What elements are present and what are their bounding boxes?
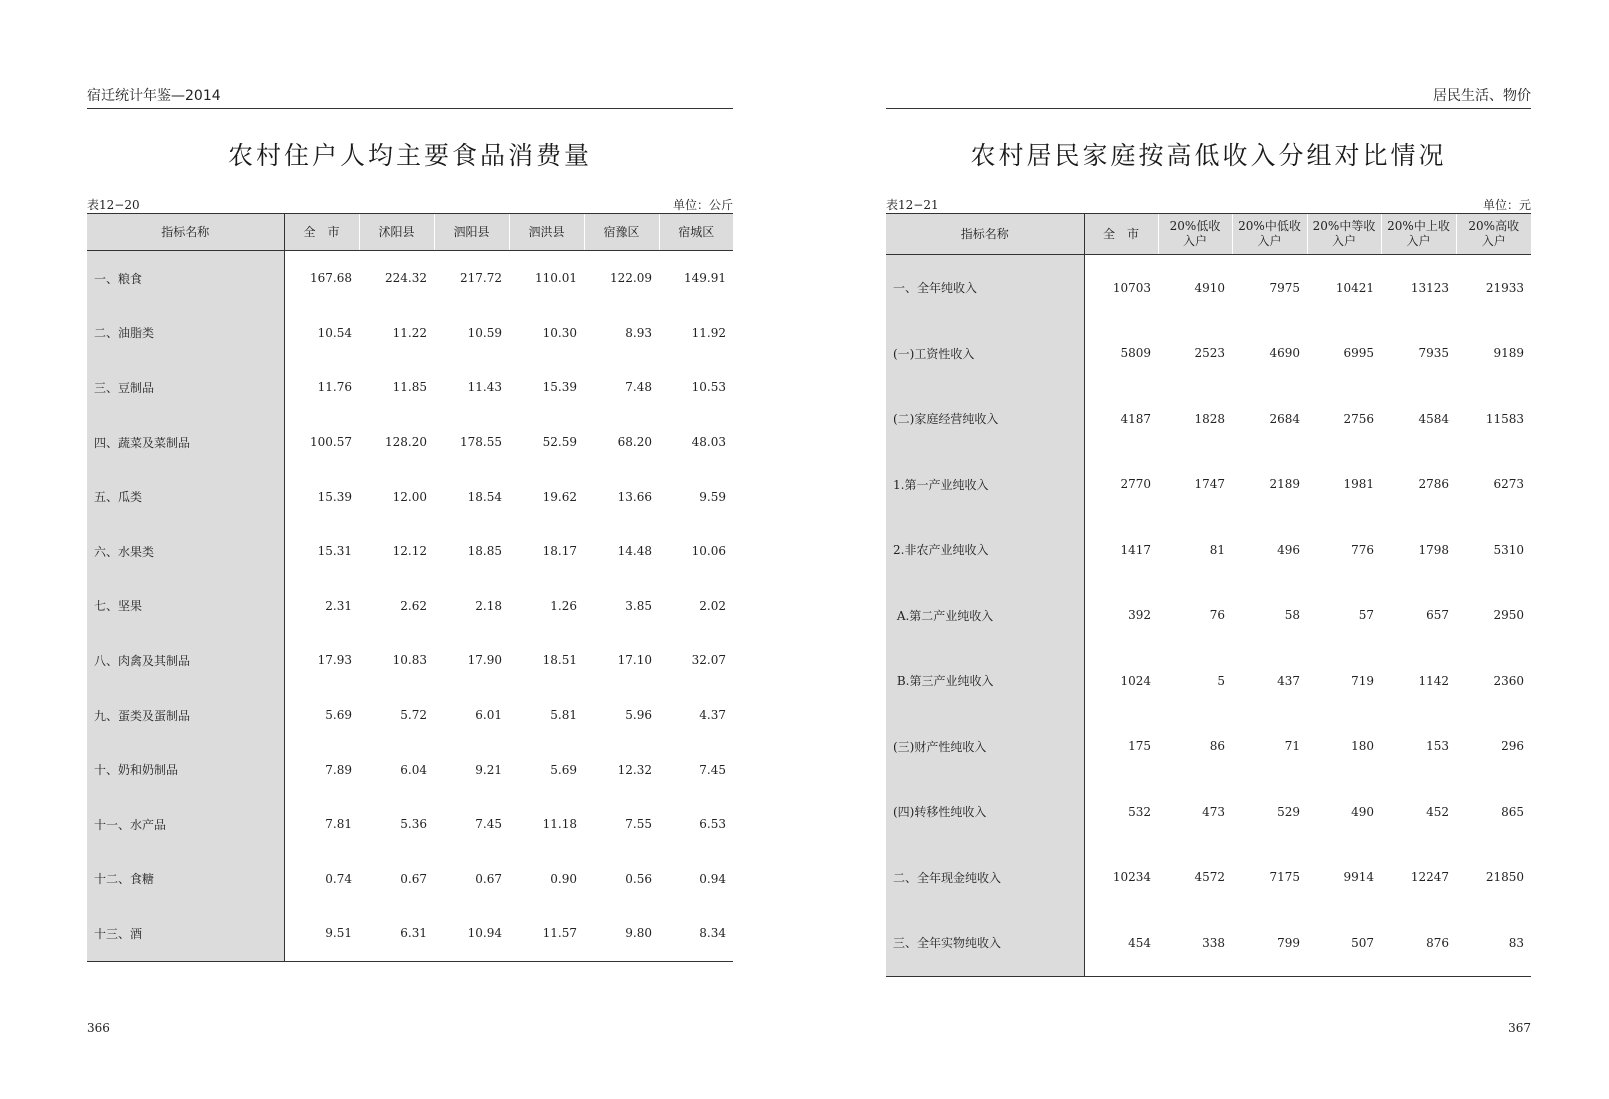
row-label: 十二、食糖 [87, 852, 284, 907]
table-cell: 8.34 [659, 906, 733, 961]
table-cell: 10703 [1112, 280, 1151, 295]
table-cell: 5.96 [625, 708, 652, 723]
table-row [886, 452, 1531, 518]
column-header-label: 泗洪县 [528, 224, 565, 239]
table-cell: 473 [1202, 804, 1225, 819]
table-cell: 17.90 [467, 653, 502, 668]
table-cell: 437 [1277, 673, 1300, 688]
table-cell: 17.93 [317, 653, 352, 668]
table-cell: 32.07 [691, 653, 726, 668]
table-cell: 6995 [1343, 346, 1374, 361]
unit-label: 单位：公斤 [672, 198, 733, 212]
table-cell: 11583 [1485, 411, 1524, 426]
table-cell: 57 [1358, 608, 1374, 623]
table-cell: 7975 [1269, 280, 1300, 295]
food-consumption-table [87, 213, 733, 962]
table-row [87, 415, 733, 470]
table-cell: 5 [1217, 673, 1225, 688]
column-header [359, 214, 434, 251]
table-cell: 9.80 [584, 906, 659, 961]
column-header [1381, 214, 1456, 255]
table-cell: 15.31 [317, 544, 352, 559]
column-header [659, 214, 733, 251]
row-label: 四、蔬菜及菜制品 [87, 415, 284, 470]
row-label: (二)家庭经营纯收入 [886, 386, 1084, 452]
table-cell: 122.09 [610, 271, 652, 286]
row-label: 二、油脂类 [87, 306, 284, 361]
table-cell: 2360 [1493, 673, 1524, 688]
table-cell: 5.36 [400, 817, 427, 832]
table-cell: 7.45 [475, 817, 502, 832]
table-cell: 5809 [1120, 346, 1151, 361]
table-cell: 5.72 [400, 708, 427, 723]
table-row [87, 633, 733, 688]
row-label: 五、瓜类 [87, 469, 284, 524]
table-cell: 2.02 [699, 598, 726, 613]
table-header-row [886, 214, 1531, 255]
table-row [87, 797, 733, 852]
table-cell: 496 [1277, 542, 1300, 557]
table-cell: 0.67 [475, 871, 502, 886]
table-cell: 490 [1351, 804, 1374, 819]
table-cell: 4572 [1194, 870, 1225, 885]
table-row [886, 386, 1531, 452]
table-cell: 11.22 [392, 325, 427, 340]
table-cell: 9189 [1493, 346, 1524, 361]
table-row [87, 251, 733, 306]
table-cell: 12.00 [392, 489, 427, 504]
table-cell: 167.68 [310, 271, 352, 286]
table-cell: 76 [1209, 608, 1225, 623]
table-cell: 799 [1232, 910, 1307, 976]
table-row [87, 742, 733, 797]
table-cell: 12.32 [617, 762, 652, 777]
row-label: B.第三产业纯收入 [886, 648, 1084, 714]
running-head [87, 86, 733, 109]
table-cell: 180 [1351, 739, 1374, 754]
table-row [886, 517, 1531, 583]
table-cell: 128.20 [385, 435, 427, 450]
row-label: 七、坚果 [87, 579, 284, 634]
table-cell: 7935 [1418, 346, 1449, 361]
table-cell: 15.39 [317, 489, 352, 504]
column-header-label: 宿城区 [678, 224, 715, 239]
table-cell: 0.56 [625, 871, 652, 886]
table-cell: 86 [1209, 739, 1225, 754]
table-cell: 7.81 [325, 817, 352, 832]
column-header-label: 指标名称 [161, 224, 210, 239]
table-cell: 532 [1128, 804, 1151, 819]
running-head-text: 居民生活、物价 [1433, 88, 1531, 104]
table-cell: 13123 [1410, 280, 1449, 295]
table-cell: 178.55 [460, 435, 502, 450]
left-page [87, 0, 733, 1099]
table-cell: 776 [1351, 542, 1374, 557]
table-cell: 7.89 [325, 762, 352, 777]
table-cell: 2.62 [400, 598, 427, 613]
table-cell: 11.57 [509, 906, 584, 961]
table-cell: 1747 [1194, 477, 1225, 492]
table-cell: 110.01 [535, 271, 577, 286]
column-header-label-line2: 入户 [1331, 234, 1356, 248]
table-cell: 2523 [1194, 346, 1225, 361]
table-cell: 2786 [1418, 477, 1449, 492]
unit-label: 单位：元 [1482, 198, 1531, 212]
table-row [886, 910, 1531, 976]
table-cell: 2.31 [325, 598, 352, 613]
table-cell: 4187 [1120, 411, 1151, 426]
table-cell: 1024 [1120, 673, 1151, 688]
table-cell: 48.03 [691, 435, 726, 450]
table-header-row [87, 214, 733, 251]
running-head-text: 宿迁统计年鉴—2014 [87, 88, 221, 104]
table-cell: 2950 [1493, 608, 1524, 623]
table-cell: 81 [1209, 542, 1225, 557]
table-cell: 2770 [1120, 477, 1151, 492]
table-cell: 12247 [1410, 870, 1449, 885]
table-cell: 21933 [1485, 280, 1524, 295]
table-cell: 11.85 [392, 380, 427, 395]
table-cell: 15.39 [542, 380, 577, 395]
table-cell: 4584 [1418, 411, 1449, 426]
table-cell: 10.83 [392, 653, 427, 668]
table-row [886, 321, 1531, 387]
column-header [1307, 214, 1381, 255]
page-title: 农村住户人均主要食品消费量 [227, 141, 592, 170]
table-cell: 454 [1084, 910, 1158, 976]
table-cell: 10.53 [691, 380, 726, 395]
table-cell: 4.37 [699, 708, 726, 723]
table-cell: 2756 [1343, 411, 1374, 426]
table-cell: 19.62 [542, 489, 577, 504]
column-header-label: 沭阳县 [378, 224, 415, 239]
table-cell: 1417 [1120, 542, 1151, 557]
table-cell: 10.54 [317, 325, 352, 340]
column-header-label-line2: 入户 [1182, 234, 1207, 248]
table-cell: 1981 [1343, 477, 1374, 492]
income-group-table [886, 213, 1531, 977]
table-cell: 217.72 [460, 271, 502, 286]
table-row [87, 469, 733, 524]
row-label: 二、全年现金纯收入 [886, 845, 1084, 911]
table-cell: 11.43 [467, 380, 502, 395]
table-cell: 719 [1351, 673, 1374, 688]
table-row [87, 579, 733, 634]
table-cell: 11.76 [317, 380, 352, 395]
table-cell: 6.53 [699, 817, 726, 832]
row-label: (三)财产性纯收入 [886, 714, 1084, 780]
table-cell: 0.74 [325, 871, 352, 886]
table-cell: 21850 [1485, 870, 1524, 885]
table-cell: 10.30 [542, 325, 577, 340]
table-cell: 6.01 [475, 708, 502, 723]
table-cell: 7175 [1269, 870, 1300, 885]
row-label: A.第二产业纯收入 [886, 583, 1084, 649]
column-header [1084, 214, 1158, 255]
column-header-name [87, 214, 284, 251]
table-cell: 876 [1381, 910, 1456, 976]
row-label: 一、全年纯收入 [886, 255, 1084, 321]
column-header-label: 20%中上收 [1387, 219, 1450, 233]
table-row [87, 524, 733, 579]
table-cell: 452 [1426, 804, 1449, 819]
row-label: 三、全年实物纯收入 [886, 910, 1084, 976]
table-row [886, 714, 1531, 780]
table-cell: 9.59 [699, 489, 726, 504]
table-cell: 507 [1307, 910, 1381, 976]
page-number: 367 [1508, 1021, 1531, 1035]
table-cell: 18.54 [467, 489, 502, 504]
table-row [87, 852, 733, 907]
table-cell: 4690 [1269, 346, 1300, 361]
table-cell: 68.20 [617, 435, 652, 450]
table-cell: 52.59 [542, 435, 577, 450]
table-row [87, 306, 733, 361]
row-label: (四)转移性纯收入 [886, 779, 1084, 845]
running-head [886, 86, 1531, 109]
table-cell: 10.94 [434, 906, 509, 961]
column-header [434, 214, 509, 251]
table-cell: 2.18 [475, 598, 502, 613]
table-row [87, 688, 733, 743]
table-cell: 3.85 [625, 598, 652, 613]
table-cell: 12.12 [392, 544, 427, 559]
column-header-label: 20%中等收 [1312, 219, 1376, 233]
table-cell: 10234 [1112, 870, 1151, 885]
column-header [284, 214, 359, 251]
table-cell: 224.32 [385, 271, 427, 286]
table-cell: 14.48 [617, 544, 652, 559]
row-label: 八、肉禽及其制品 [87, 633, 284, 688]
table-cell: 392 [1128, 608, 1151, 623]
row-label: (一)工资性收入 [886, 321, 1084, 387]
row-label: 十一、水产品 [87, 797, 284, 852]
table-cell: 1.26 [550, 598, 577, 613]
column-header-name [886, 214, 1084, 255]
row-label: 2.非农产业纯收入 [886, 517, 1084, 583]
table-cell: 338 [1158, 910, 1232, 976]
table-cell: 0.94 [699, 871, 726, 886]
table-cell: 8.93 [625, 325, 652, 340]
table-cell: 9914 [1343, 870, 1374, 885]
table-cell: 0.67 [400, 871, 427, 886]
table-cell: 529 [1277, 804, 1300, 819]
column-header-label: 宿豫区 [603, 224, 640, 239]
table-row [87, 906, 733, 961]
column-header [584, 214, 659, 251]
table-cell: 1798 [1418, 542, 1449, 557]
table-cell: 7.55 [625, 817, 652, 832]
table-cell: 5.81 [550, 708, 577, 723]
table-row [886, 255, 1531, 321]
table-cell: 1828 [1194, 411, 1225, 426]
table-cell: 5.69 [550, 762, 577, 777]
column-header-label-line2: 入户 [1257, 234, 1282, 248]
row-label: 十三、酒 [87, 906, 284, 961]
table-cell: 6.04 [400, 762, 427, 777]
table-cell: 2684 [1269, 411, 1300, 426]
table-cell: 6.31 [359, 906, 434, 961]
column-header-label: 泗阳县 [453, 224, 490, 239]
table-id: 表12−20 [87, 198, 140, 212]
table-cell: 175 [1128, 739, 1151, 754]
table-cell: 296 [1501, 739, 1524, 754]
table-row [87, 360, 733, 415]
table-cell: 10421 [1335, 280, 1374, 295]
table-row [886, 583, 1531, 649]
column-header-label: 指标名称 [960, 226, 1009, 241]
table-cell: 83 [1456, 910, 1531, 976]
table-cell: 1142 [1418, 673, 1449, 688]
column-header [1232, 214, 1307, 255]
table-cell: 153 [1426, 739, 1449, 754]
table-cell: 10.06 [691, 544, 726, 559]
column-header-label: 全 市 [1102, 226, 1139, 241]
page-number: 366 [87, 1021, 110, 1035]
column-header [1158, 214, 1232, 255]
table-cell: 9.51 [284, 906, 359, 961]
row-label: 九、蛋类及蛋制品 [87, 688, 284, 743]
row-label: 1.第一产业纯收入 [886, 452, 1084, 518]
table-cell: 58 [1284, 608, 1300, 623]
table-cell: 2189 [1269, 477, 1300, 492]
table-cell: 10.59 [467, 325, 502, 340]
table-cell: 0.90 [550, 871, 577, 886]
table-cell: 7.45 [699, 762, 726, 777]
table-cell: 11.18 [542, 817, 577, 832]
table-cell: 7.48 [625, 380, 652, 395]
table-row [886, 845, 1531, 911]
table-cell: 71 [1284, 739, 1300, 754]
row-label: 三、豆制品 [87, 360, 284, 415]
column-header [1456, 214, 1531, 255]
table-cell: 17.10 [617, 653, 652, 668]
table-cell: 865 [1501, 804, 1524, 819]
column-header-label: 20%高收 [1468, 219, 1520, 233]
table-cell: 4910 [1194, 280, 1225, 295]
row-label: 一、粮食 [87, 251, 284, 306]
table-cell: 657 [1426, 608, 1449, 623]
right-page [886, 0, 1531, 1099]
table-cell: 6273 [1493, 477, 1524, 492]
column-header-label-line2: 入户 [1406, 234, 1431, 248]
column-header [509, 214, 584, 251]
table-cell: 9.21 [475, 762, 502, 777]
table-row [886, 648, 1531, 714]
table-cell: 5310 [1493, 542, 1524, 557]
table-cell: 11.92 [691, 325, 726, 340]
page-title: 农村居民家庭按高低收入分组对比情况 [970, 141, 1447, 170]
column-header-label: 20%中低收 [1238, 219, 1301, 233]
column-header-label: 全 市 [303, 224, 340, 239]
table-cell: 13.66 [617, 489, 652, 504]
table-row [886, 779, 1531, 845]
table-cell: 149.91 [684, 271, 726, 286]
table-cell: 18.85 [467, 544, 502, 559]
table-cell: 18.51 [542, 653, 577, 668]
row-label: 六、水果类 [87, 524, 284, 579]
table-id: 表12−21 [886, 198, 939, 212]
column-header-label-line2: 入户 [1481, 234, 1506, 248]
table-cell: 18.17 [542, 544, 577, 559]
column-header-label: 20%低收 [1169, 219, 1221, 233]
row-label: 十、奶和奶制品 [87, 742, 284, 797]
table-cell: 5.69 [325, 708, 352, 723]
table-cell: 100.57 [310, 435, 352, 450]
